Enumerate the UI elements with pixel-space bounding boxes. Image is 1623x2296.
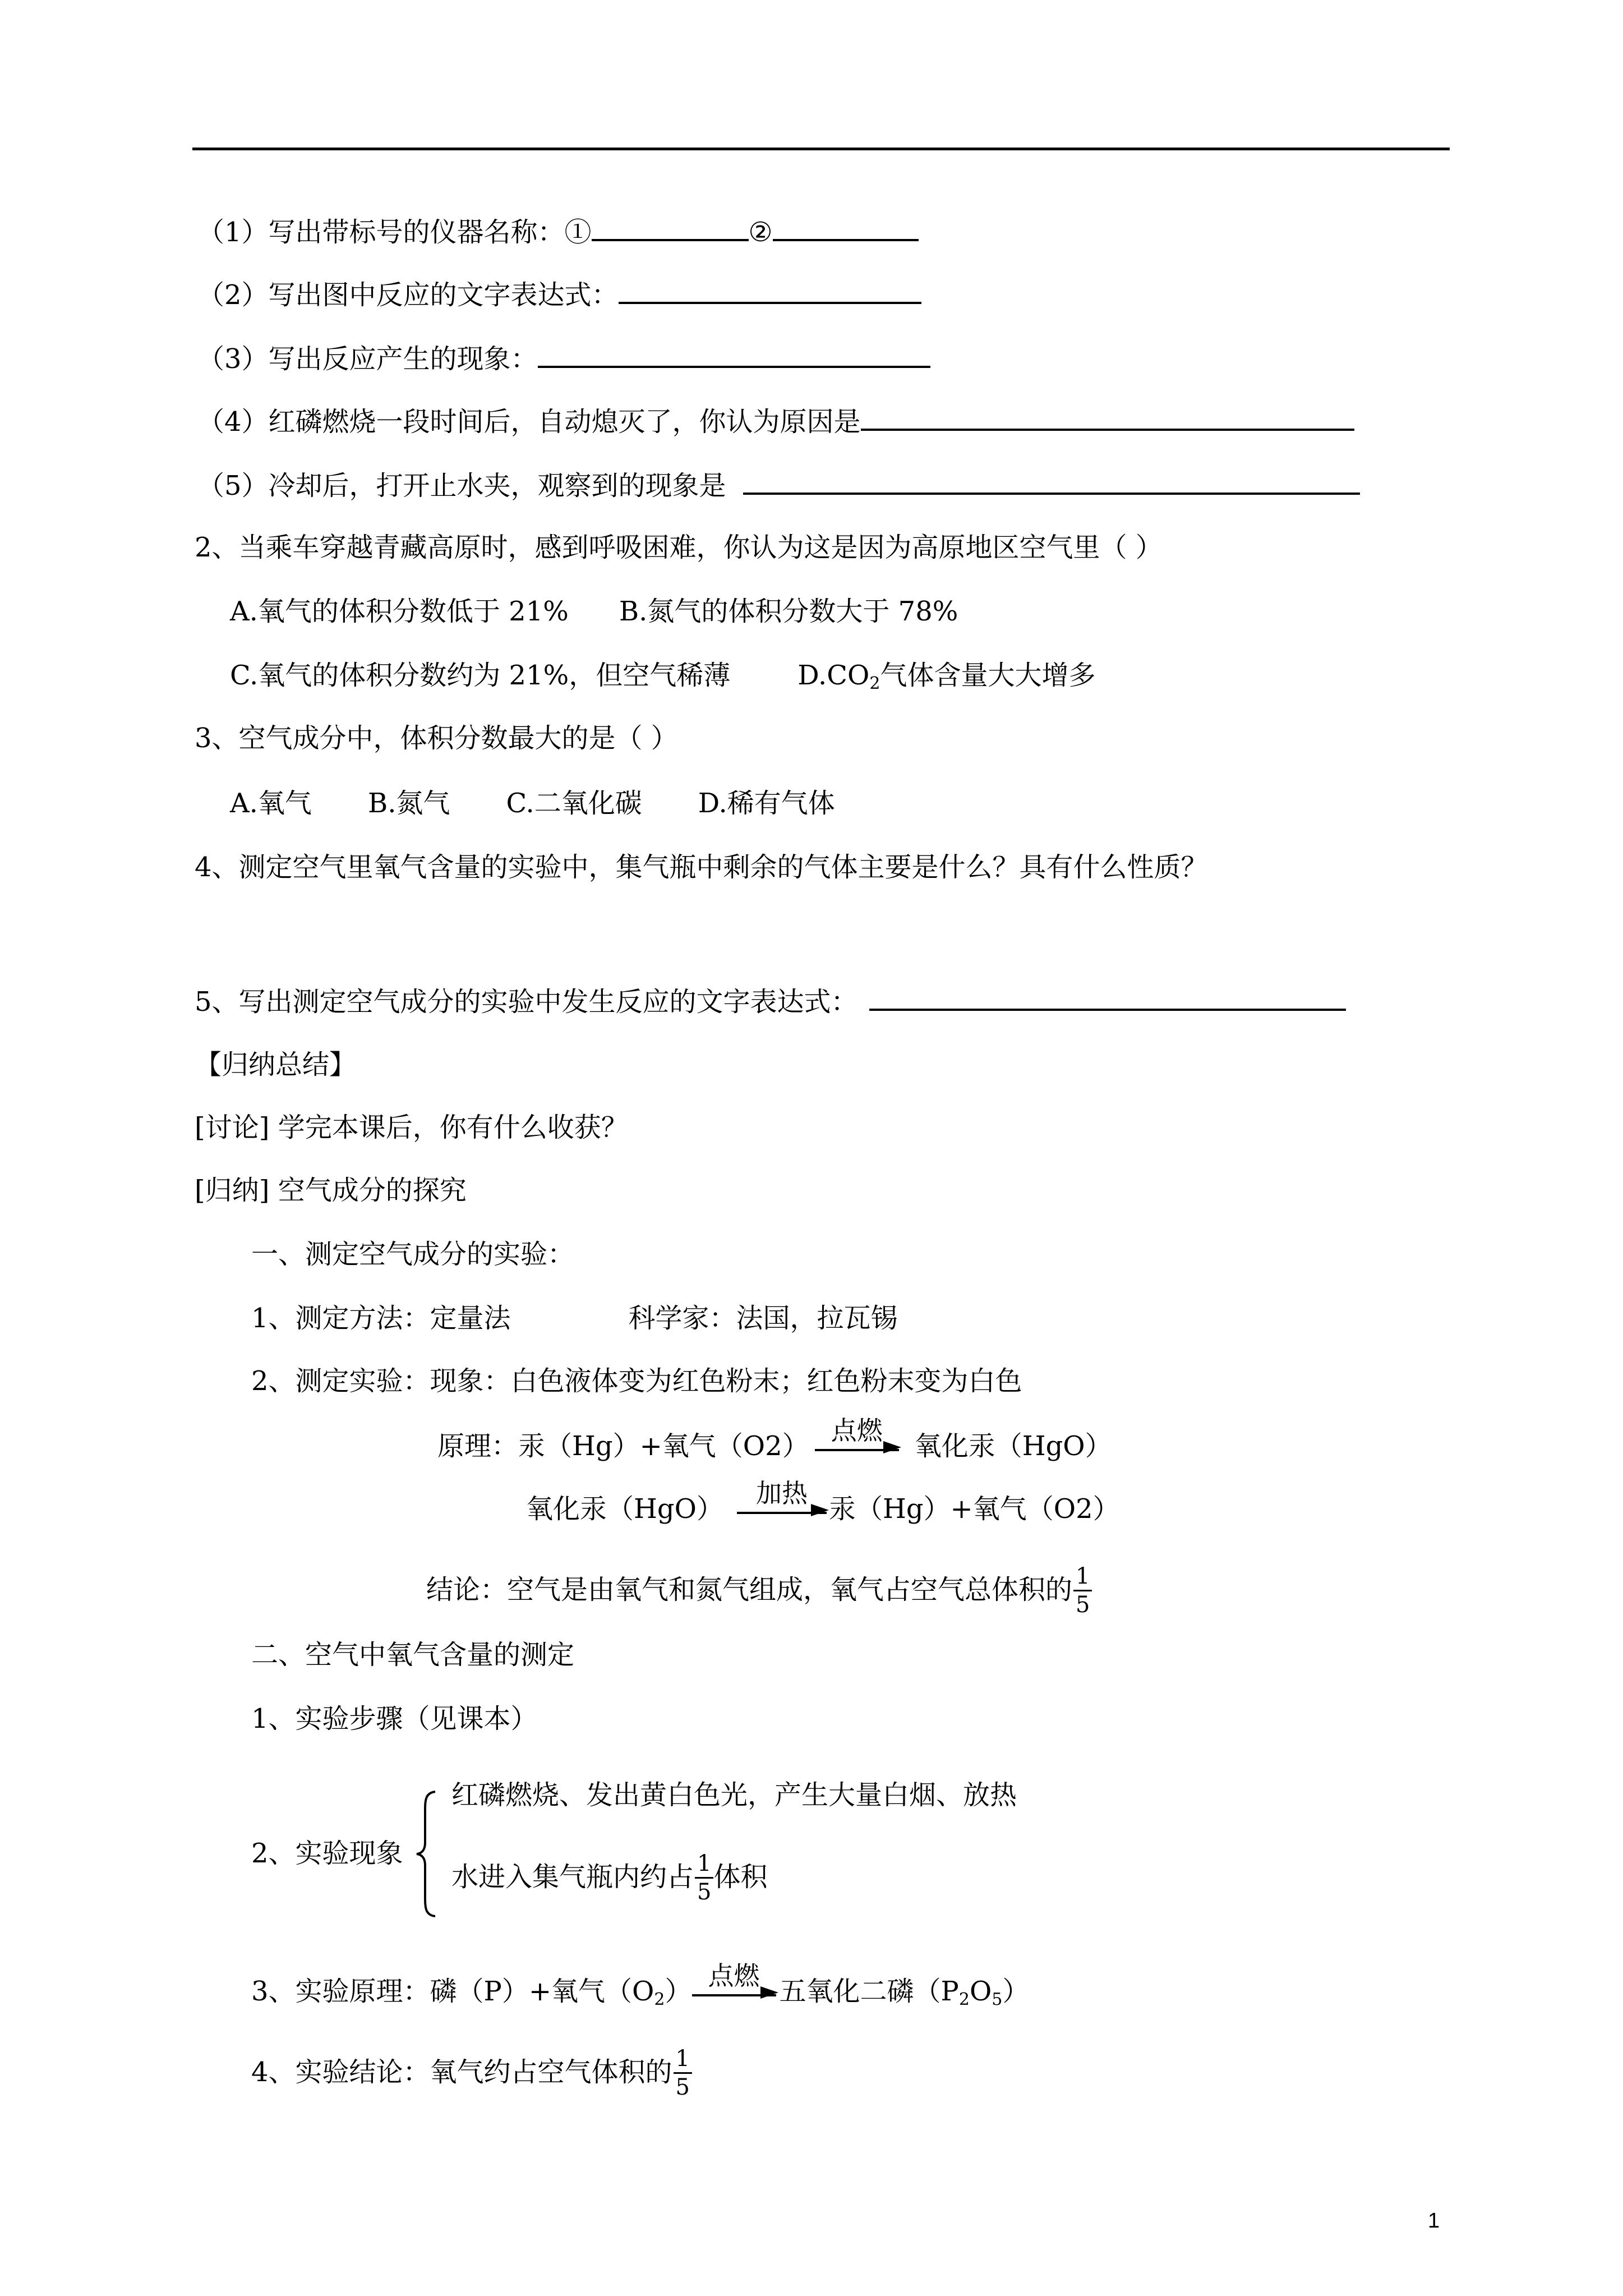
left-brace-icon bbox=[415, 1789, 437, 1918]
phenomenon-2-suffix: 体积 bbox=[713, 1861, 768, 1893]
part1-scientist: 科学家：法国，拉瓦锡 bbox=[628, 1303, 898, 1334]
summary-discuss: [讨论] 学完本课后，你有什么收获？ bbox=[195, 1112, 628, 1143]
answer-blank[interactable] bbox=[592, 214, 749, 241]
q2-option-d: $D.CO_2$气体含量大大增多 bbox=[797, 660, 1096, 693]
q2-options-row-1 bbox=[230, 595, 958, 628]
eq1-reactants: 原理：汞（Hg）+氧气（O2） bbox=[437, 1430, 809, 1462]
q3-option-d: D.稀有气体 bbox=[698, 788, 835, 819]
part2-conclusion bbox=[251, 2046, 692, 2102]
q3-options bbox=[230, 786, 835, 820]
part2-phenomenon-2 bbox=[451, 1851, 767, 1907]
eq2-reactants: 氧化汞（HgO） bbox=[526, 1493, 723, 1525]
answer-blank[interactable] bbox=[743, 468, 1360, 495]
answer-blank[interactable] bbox=[869, 984, 1346, 1011]
principle-products: 五氧化二磷$(P_2O_5)$ bbox=[779, 1976, 1030, 2009]
eq1-condition: 点燃 bbox=[831, 1415, 883, 1446]
eq1-products: 氧化汞（HgO） bbox=[914, 1430, 1112, 1462]
q5 bbox=[195, 984, 1346, 1019]
summary-induce: [归纳] 空气成分的探究 bbox=[195, 1175, 467, 1206]
part1-method-row bbox=[251, 1301, 898, 1335]
phenomenon-2-text: 水进入集气瓶内约占 bbox=[451, 1861, 694, 1893]
reaction-arrow bbox=[692, 1960, 776, 1996]
summary-heading: 【归纳总结】 bbox=[195, 1049, 357, 1080]
part2-conclusion-text: 4、实验结论：氧气约占空气体积的 bbox=[251, 2056, 672, 2088]
q3-option-a: A.氧气 bbox=[230, 788, 312, 819]
q2-stem: 2、当乘车穿越青藏高原时，感到呼吸困难，你认为这是因为高原地区空气里（ ） bbox=[195, 532, 1163, 563]
answer-blank[interactable] bbox=[538, 341, 930, 368]
q2-options-row-2 bbox=[230, 659, 1095, 701]
reaction-arrow bbox=[737, 1478, 827, 1514]
q1-item-3 bbox=[197, 341, 930, 376]
part2-phenomenon-1: 红磷燃烧、发出黄白色光，产生大量白烟、放热 bbox=[451, 1779, 1017, 1811]
q1-item-5-text: （5）冷却后，打开止水夹，观察到的现象是 bbox=[197, 470, 726, 501]
q4-stem: 4、测定空气里氧气含量的实验中，集气瓶中剩余的气体主要是什么？具有什么性质？ bbox=[195, 852, 1208, 883]
answer-blank[interactable] bbox=[773, 214, 919, 241]
part1-conclusion-text: 结论：空气是由氧气和氮气组成，氧气占空气总体积的 bbox=[426, 1574, 1073, 1605]
header-rule bbox=[192, 148, 1450, 150]
q1-item-1 bbox=[197, 214, 919, 249]
q3-stem: 3、空气成分中，体积分数最大的是（ ） bbox=[195, 723, 678, 754]
part2-phenomenon-label: 2、实验现象 bbox=[251, 1838, 403, 1869]
fraction-one-fifth: $\frac{1}{5}$ bbox=[1073, 1563, 1092, 1618]
reaction-arrow bbox=[815, 1415, 899, 1451]
part2-steps: 1、实验步骤（见课本） bbox=[251, 1703, 538, 1734]
eq2-condition: 加热 bbox=[755, 1478, 808, 1508]
principle-condition: 点燃 bbox=[708, 1960, 760, 1991]
eq2-products: 汞（Hg）+氧气（O2） bbox=[828, 1493, 1120, 1525]
part2-principle bbox=[251, 1960, 1030, 2017]
q2-option-c: C.氧气的体积分数约为 21%，但空气稀薄 bbox=[230, 660, 731, 691]
part2-title: 二、空气中氧气含量的测定 bbox=[251, 1639, 575, 1671]
part1-equation-1 bbox=[437, 1415, 1112, 1463]
part1-conclusion bbox=[426, 1564, 1092, 1619]
fraction-one-fifth: $\frac{1}{5}$ bbox=[674, 2045, 692, 2101]
q1-item-2 bbox=[197, 277, 921, 312]
q1-item-5 bbox=[197, 468, 1360, 503]
q1-item-3-text: （3）写出反应产生的现象： bbox=[197, 343, 538, 375]
answer-blank[interactable] bbox=[861, 404, 1354, 431]
part1-experiment: 2、测定实验：现象：白色液体变为红色粉末；红色粉末变为白色 bbox=[251, 1365, 1022, 1397]
q1-item-1-text: （1）写出带标号的仪器名称：① bbox=[197, 217, 592, 248]
page-number: 1 bbox=[1428, 2209, 1440, 2233]
q2-option-a: A.氧气的体积分数低于 21% bbox=[230, 596, 569, 627]
part1-title: 一、测定空气成分的实验： bbox=[251, 1239, 575, 1270]
part1-method: 1、测定方法：定量法 bbox=[251, 1303, 511, 1334]
principle-reactants: 3、实验原理：磷（P）+氧气$(O_2)$ bbox=[251, 1976, 692, 2009]
fraction-one-fifth: $\frac{1}{5}$ bbox=[695, 1850, 713, 1906]
q1-item-4-text: （4）红磷燃烧一段时间后，自动熄灭了，你认为原因是 bbox=[197, 406, 861, 438]
q3-option-c: C.二氧化碳 bbox=[506, 788, 642, 819]
part1-equation-2 bbox=[526, 1478, 1120, 1526]
q5-stem: 5、写出测定空气成分的实验中发生反应的文字表达式： bbox=[195, 986, 858, 1018]
answer-blank[interactable] bbox=[619, 277, 921, 304]
q1-item-2-text: （2）写出图中反应的文字表达式： bbox=[197, 279, 619, 311]
q1-item-4 bbox=[197, 404, 1354, 439]
q1-item-1-mid: ② bbox=[748, 217, 773, 248]
q2-option-b: B.氮气的体积分数大于 78% bbox=[619, 596, 958, 627]
q3-option-b: B.氮气 bbox=[367, 788, 450, 819]
